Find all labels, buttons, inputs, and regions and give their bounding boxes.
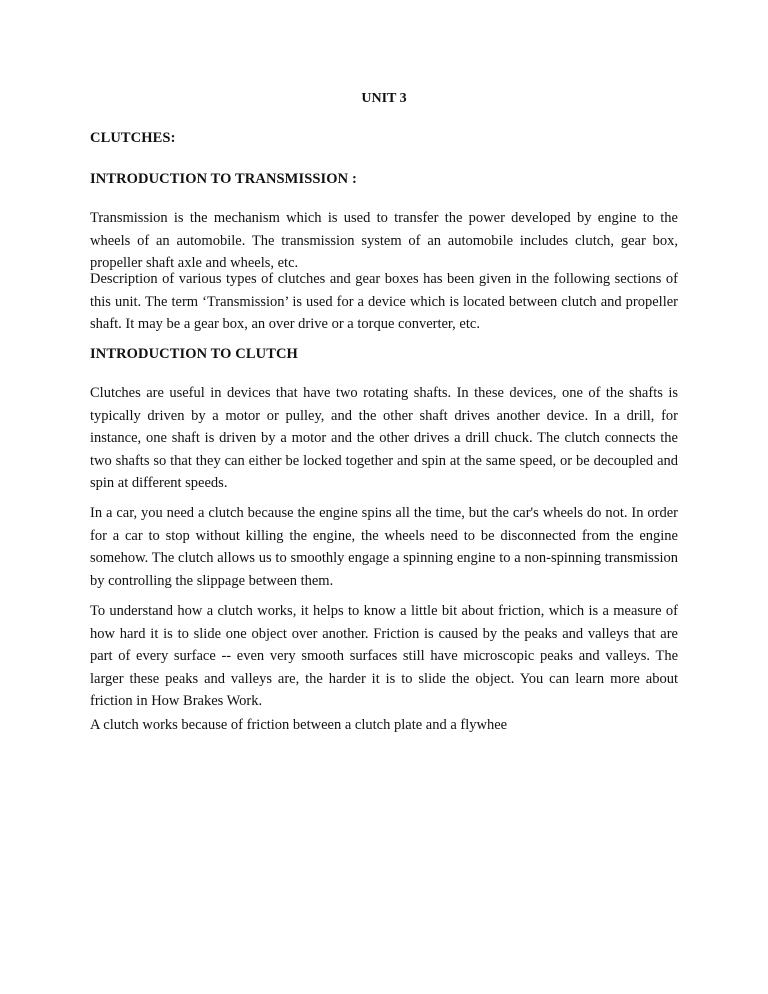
section-heading: CLUTCHES: bbox=[90, 130, 176, 146]
clutch-paragraph-2: In a car, you need a clutch because the engine spins all the time, but the car's wheels do not. In order for a car to stop without killing the engine, the wheels need to be disconnected from the engine somehow. The clutch allows us to smoothly engage a spinning engine to a non-spinning transmission by controlling the slippage between them. bbox=[90, 505, 678, 589]
transmission-paragraph-2: Description of various types of clutches and gear boxes has been given in the following sections of this unit. The term ‘Transmission’ is used for a device which is located between clutch and propeller shaft. It may be a gear box, an over drive or a torque converter, etc. bbox=[90, 271, 678, 332]
transmission-paragraph-1: Transmission is the mechanism which is used to transfer the power developed by engine to the wheels of an automobile. The transmission system of an automobile includes clutch, gear box, propeller shaft axle and wheels, etc. bbox=[90, 210, 678, 271]
clutch-paragraph-4: A clutch works because of friction between a clutch plate and a flywhee bbox=[90, 717, 508, 733]
clutch-paragraph-3: To understand how a clutch works, it helps to know a little bit about friction, which is a measure of how hard it is to slide one object over another. Friction is caused by the peaks and valleys that are part of every surface -- even very smooth surfaces still have microscopic peaks and valleys. The larger these peaks and valleys are, the harder it is to slide the object. You can learn more about friction in How Brakes Work. bbox=[90, 603, 678, 709]
clutch-heading: INTRODUCTION TO CLUTCH bbox=[90, 346, 298, 362]
unit-title: UNIT 3 bbox=[361, 91, 407, 106]
clutch-paragraph-1: Clutches are useful in devices that have two rotating shafts. In these devices, one of the shafts is typically driven by a motor or pulley, and the other shaft drives another device. In a drill, for instance, one shaft is driven by a motor and the other drives a drill chuck. The clutch connects the two shafts so that they can either be locked together and spin at the same speed, or be decoupled and spin at different speeds. bbox=[90, 385, 678, 491]
transmission-heading: INTRODUCTION TO TRANSMISSION : bbox=[90, 171, 357, 187]
